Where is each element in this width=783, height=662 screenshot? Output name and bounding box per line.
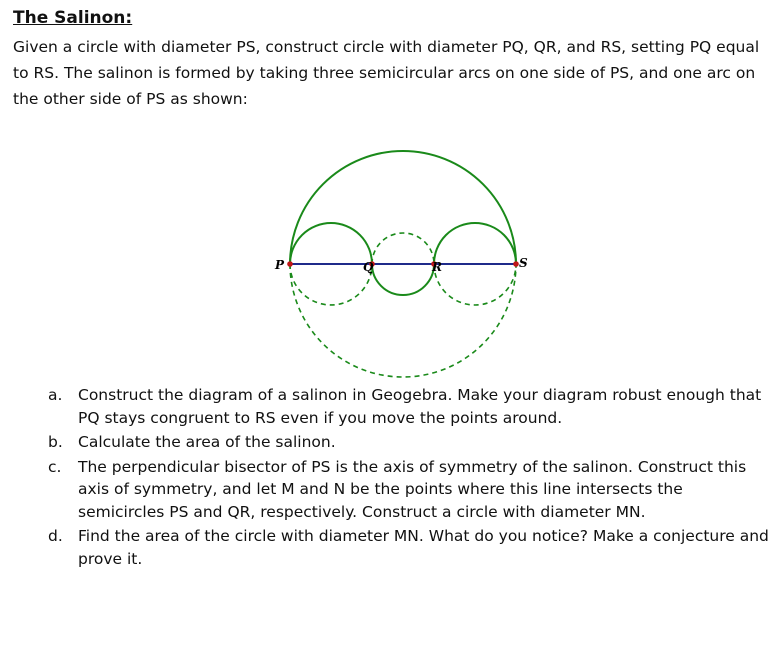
label-r: R [432,260,442,274]
intro-paragraph: Given a circle with diameter PS, construct circle with diameter PQ, QR, and RS, setting PQ equal to RS. The salinon is formed by taking three semicircular arcs on one side of PS, and one arc on the other side of PS as shown: [13,38,760,108]
question-list [48,384,773,570]
question-marker: c. [48,457,62,476]
arc-rs-solid [434,223,516,264]
question-item [48,431,773,454]
question-item [48,525,773,570]
point-s [513,261,519,267]
salinon-svg [260,148,550,378]
question-text: Find the area of the circle with diameter MN. What do you notice? Make a conjecture and prove it. [78,527,769,568]
question-item [48,384,773,429]
question-marker: d. [48,527,63,545]
point-p [287,261,293,267]
question-marker: b. [48,433,63,451]
arc-ps-dashed [290,264,516,377]
question-marker: a. [48,386,63,404]
question-text: Calculate the area of the salinon. [78,433,336,451]
arc-rs-dashed [434,264,516,305]
label-s: S [519,256,528,270]
arc-pq-solid [290,223,372,264]
question-item [48,456,773,524]
arc-pq-dashed [290,264,372,305]
worksheet-title: The Salinon: [13,8,133,28]
arc-ps-solid [290,151,516,264]
label-q: Q [363,260,374,274]
question-text: Construct the diagram of a salinon in Geogebra. Make your diagram robust enough that PQ stays congruent to RS even if you move the points around. [78,386,762,427]
arc-qr-solid [372,264,434,295]
arc-qr-dashed [372,233,434,264]
label-p: P [275,258,285,272]
question-text: The perpendicular bisector of PS is the axis of symmetry of the salinon. Construct this axis of symmetry, and let M and N be the points where this line intersects the semicircles PS and QR, respectively. Construct a circle with diameter MN. [78,457,747,521]
salinon-diagram [260,148,550,378]
